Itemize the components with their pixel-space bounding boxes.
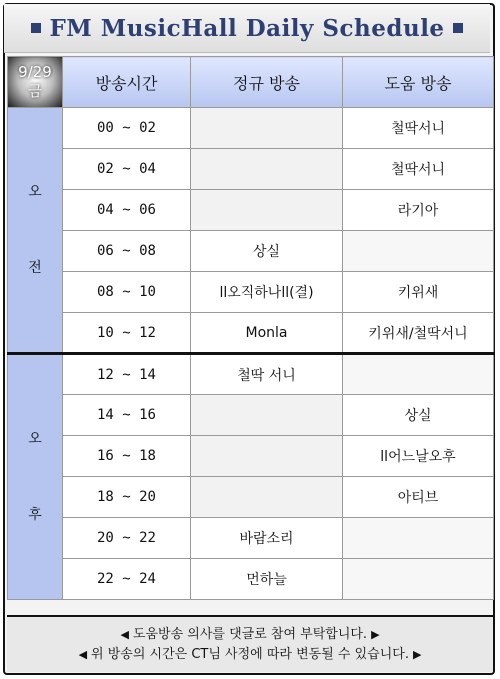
regular-show-cell (191, 190, 343, 231)
table-row (8, 518, 494, 559)
footer-notice (7, 615, 493, 672)
period-am-cell: 오 전 (8, 108, 63, 354)
time-cell: 14 ~ 16 (63, 395, 191, 436)
footer-line-1-text: 도움방송 의사를 댓글로 참여 부탁합니다. (132, 626, 368, 642)
time-cell: 00 ~ 02 (63, 108, 191, 149)
regular-show-cell (191, 436, 343, 477)
table-row (8, 395, 494, 436)
regular-show-cell: 상실 (191, 231, 343, 272)
time-cell: 18 ~ 20 (63, 477, 191, 518)
time-cell: 16 ~ 18 (63, 436, 191, 477)
column-header-help: 도움 방송 (343, 57, 494, 108)
time-cell: 10 ~ 12 (63, 313, 191, 354)
table-row (8, 559, 494, 600)
date-text: 9/29 (18, 63, 52, 81)
left-triangle-icon: ◀ (78, 647, 88, 661)
regular-show-cell: 철딱 서니 (191, 354, 343, 395)
table-row (8, 477, 494, 518)
footer-line-2-text: 위 방송의 시간은 CT님 사정에 따라 변동될 수 있습니다. (91, 646, 409, 662)
time-cell: 22 ~ 24 (63, 559, 191, 600)
table-row (8, 190, 494, 231)
help-show-cell: 라기아 (343, 190, 494, 231)
help-show-cell: 아티브 (343, 477, 494, 518)
column-header-regular: 정규 방송 (191, 57, 343, 108)
regular-show-cell (191, 477, 343, 518)
right-triangle-icon: ▶ (412, 647, 422, 661)
help-show-cell: 키위새 (343, 272, 494, 313)
schedule-body (8, 108, 494, 600)
weekday-text: 금 (27, 82, 43, 100)
regular-show-cell: 바람소리 (191, 518, 343, 559)
regular-show-cell: Monla (191, 313, 343, 354)
table-row (8, 272, 494, 313)
footer-line-1 (116, 625, 383, 645)
time-cell: 12 ~ 14 (63, 354, 191, 395)
schedule-title-bar (4, 4, 490, 53)
help-show-cell (343, 559, 494, 600)
right-triangle-icon: ▶ (371, 627, 380, 641)
table-row (8, 313, 494, 354)
title-square-right-icon (453, 23, 463, 33)
regular-show-cell (191, 395, 343, 436)
help-show-cell: 철딱서니 (343, 149, 494, 190)
title-square-left-icon (31, 23, 41, 33)
table-row (8, 436, 494, 477)
schedule-title: FM MusicHall Daily Schedule (49, 14, 445, 42)
help-show-cell: 상실 (343, 395, 494, 436)
schedule-table (7, 56, 494, 600)
table-header-row (8, 57, 494, 108)
regular-show-cell: ll오직하나ll(결) (191, 272, 343, 313)
time-cell: 04 ~ 06 (63, 190, 191, 231)
regular-show-cell: 먼하늘 (191, 559, 343, 600)
table-row (8, 149, 494, 190)
help-show-cell (343, 354, 494, 395)
table-row (8, 354, 494, 395)
regular-show-cell (191, 149, 343, 190)
regular-show-cell (191, 108, 343, 149)
time-cell: 08 ~ 10 (63, 272, 191, 313)
help-show-cell: ll어느날오후 (343, 436, 494, 477)
left-triangle-icon: ◀ (120, 627, 129, 641)
footer-line-2 (75, 645, 426, 665)
column-header-time: 방송시간 (63, 57, 191, 108)
help-show-cell: 키위새/철딱서니 (343, 313, 494, 354)
time-cell: 02 ~ 04 (63, 149, 191, 190)
table-row (8, 231, 494, 272)
time-cell: 20 ~ 22 (63, 518, 191, 559)
help-show-cell (343, 518, 494, 559)
table-row (8, 108, 494, 149)
period-pm-cell: 오 후 (8, 354, 63, 600)
date-cell (8, 57, 63, 108)
help-show-cell (343, 231, 494, 272)
help-show-cell: 철딱서니 (343, 108, 494, 149)
time-cell: 06 ~ 08 (63, 231, 191, 272)
